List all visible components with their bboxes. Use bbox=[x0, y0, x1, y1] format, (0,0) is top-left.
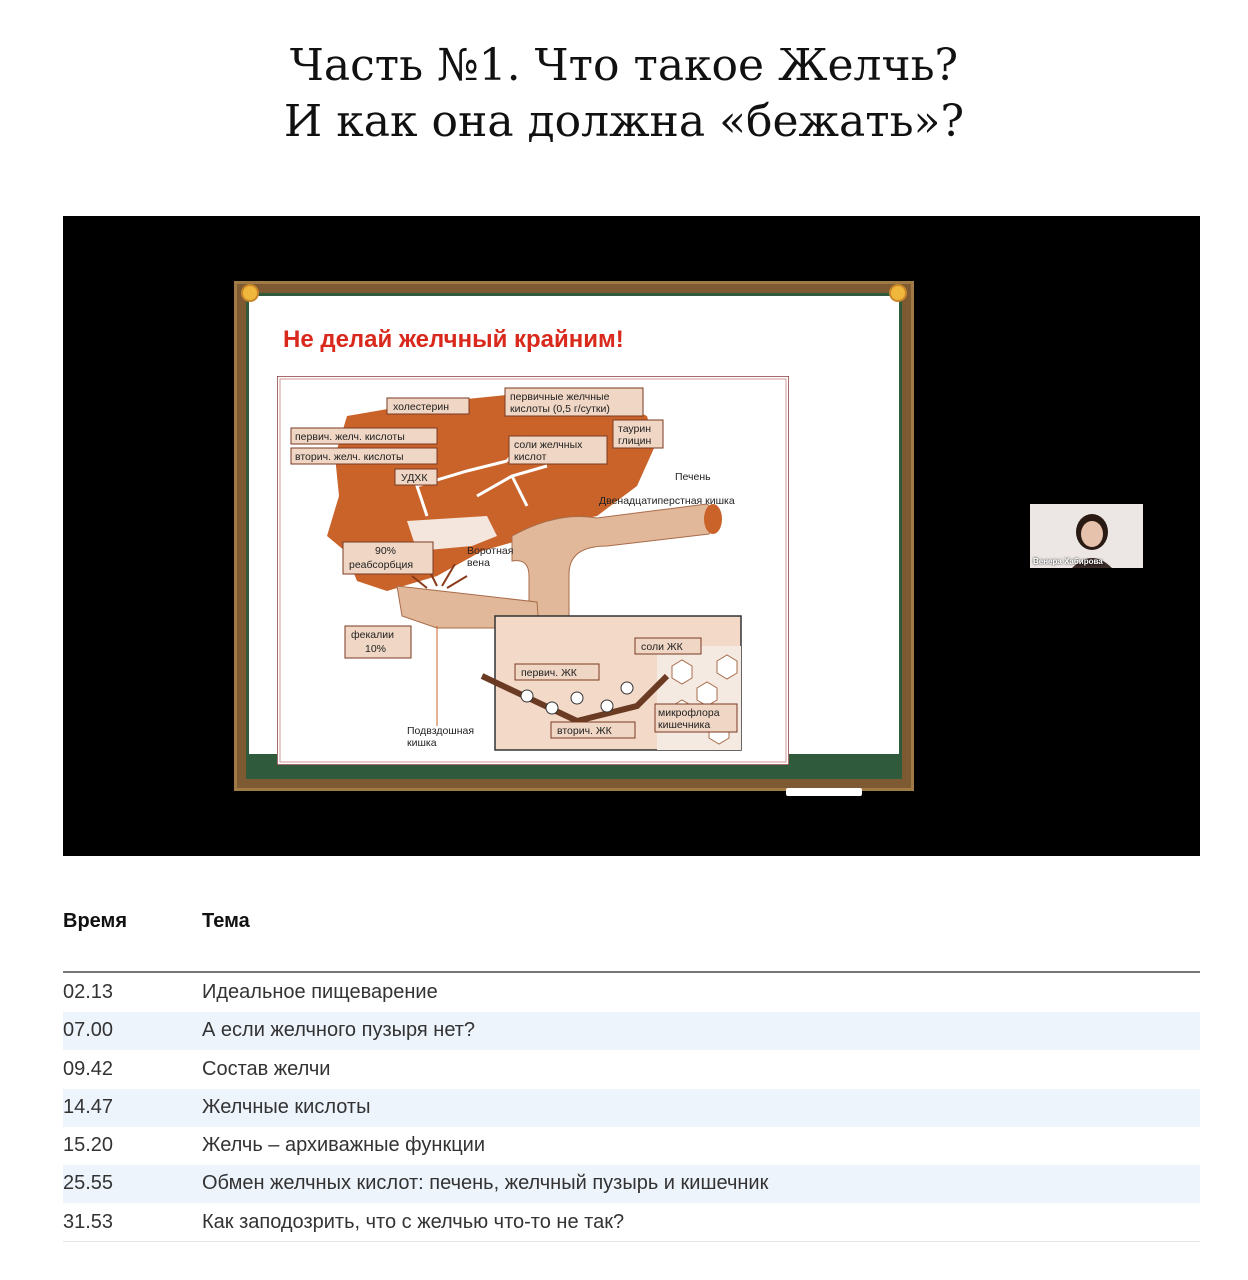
label-secondary-bile: вторич. ЖК bbox=[557, 725, 612, 737]
pin-icon bbox=[243, 286, 257, 300]
label-taurine-1: таурин bbox=[618, 423, 652, 435]
page-title bbox=[0, 38, 1248, 150]
label-ileum-2: кишка bbox=[407, 737, 437, 749]
label-primary-short: первич. желч. кислоты bbox=[295, 431, 405, 443]
row-topic: Желчь – архиважные функции bbox=[202, 1134, 486, 1156]
page-title-line-1: Часть №1. Что такое Желчь? bbox=[289, 40, 959, 91]
table-row[interactable] bbox=[63, 1165, 1200, 1203]
slide-progress-bar bbox=[786, 788, 862, 796]
label-salts-bile: соли ЖК bbox=[641, 641, 683, 653]
table-row[interactable] bbox=[63, 1089, 1200, 1127]
row-topic: Идеальное пищеварение bbox=[202, 981, 438, 1003]
label-salts-2: кислот bbox=[514, 451, 547, 463]
label-microflora-2: кишечника bbox=[658, 719, 711, 731]
bile-acid-diagram bbox=[277, 376, 789, 765]
row-time: 09.42 bbox=[63, 1058, 114, 1080]
table-row[interactable] bbox=[63, 974, 1200, 1012]
label-duodenum: Двенадцатиперстная кишка bbox=[599, 495, 735, 507]
row-time: 15.20 bbox=[63, 1134, 114, 1156]
label-portal-2: вена bbox=[467, 557, 490, 569]
table-row[interactable] bbox=[63, 1051, 1200, 1089]
video-player[interactable] bbox=[63, 216, 1200, 856]
header-divider bbox=[63, 971, 1200, 973]
label-liver: Печень bbox=[675, 471, 711, 483]
label-reabsorption-2: реабсорбция bbox=[349, 559, 414, 571]
row-time: 07.00 bbox=[63, 1019, 114, 1041]
row-topic: А если желчного пузыря нет? bbox=[202, 1019, 476, 1041]
label-reabsorption-1: 90% bbox=[375, 545, 397, 557]
row-time: 14.47 bbox=[63, 1096, 114, 1118]
label-taurine-2: глицин bbox=[618, 435, 652, 447]
participant-name: Венера Хабирова bbox=[1033, 557, 1103, 566]
page-title-line-2: И как она должна «бежать»? bbox=[283, 96, 965, 147]
row-topic: Желчные кислоты bbox=[202, 1096, 371, 1118]
label-udca: УДХК bbox=[401, 472, 428, 484]
row-time: 25.55 bbox=[63, 1172, 114, 1194]
participant-camera[interactable] bbox=[1030, 504, 1143, 568]
row-topic: Как заподозрить, что с желчью что-то не так? bbox=[202, 1211, 625, 1233]
label-feces-2: 10% bbox=[365, 643, 387, 655]
row-time: 02.13 bbox=[63, 981, 114, 1003]
label-primary-acids-2: кислоты (0,5 г/сутки) bbox=[510, 403, 610, 415]
row-time: 31.53 bbox=[63, 1211, 114, 1233]
slide-content bbox=[249, 296, 899, 754]
slide-board bbox=[246, 293, 902, 779]
label-cholesterol: холестерин bbox=[393, 401, 449, 413]
label-microflora-1: микрофлора bbox=[658, 707, 720, 719]
row-topic: Состав желчи bbox=[202, 1058, 331, 1080]
label-primary-bile: первич. ЖК bbox=[521, 667, 577, 679]
column-header-time: Время bbox=[63, 910, 127, 932]
table-row[interactable] bbox=[63, 1127, 1200, 1165]
pin-icon bbox=[891, 286, 905, 300]
presentation-slide bbox=[234, 281, 914, 791]
table-end-divider bbox=[63, 1241, 1200, 1242]
row-topic: Обмен желчных кислот: печень, желчный пузырь и кишечник bbox=[202, 1172, 769, 1194]
label-portal-1: Воротная bbox=[467, 545, 514, 557]
label-primary-acids-1: первичные желчные bbox=[510, 391, 610, 403]
label-secondary-short: вторич. желч. кислоты bbox=[295, 451, 404, 463]
table-row[interactable] bbox=[63, 1012, 1200, 1050]
label-salts-1: соли желчных bbox=[514, 439, 583, 451]
label-ileum-1: Подвздошная bbox=[407, 725, 475, 737]
slide-title: Не делай желчный крайним! bbox=[283, 326, 624, 353]
label-feces-1: фекалии bbox=[351, 629, 394, 641]
column-header-topic: Тема bbox=[202, 910, 250, 932]
table-row[interactable] bbox=[63, 1204, 1200, 1242]
